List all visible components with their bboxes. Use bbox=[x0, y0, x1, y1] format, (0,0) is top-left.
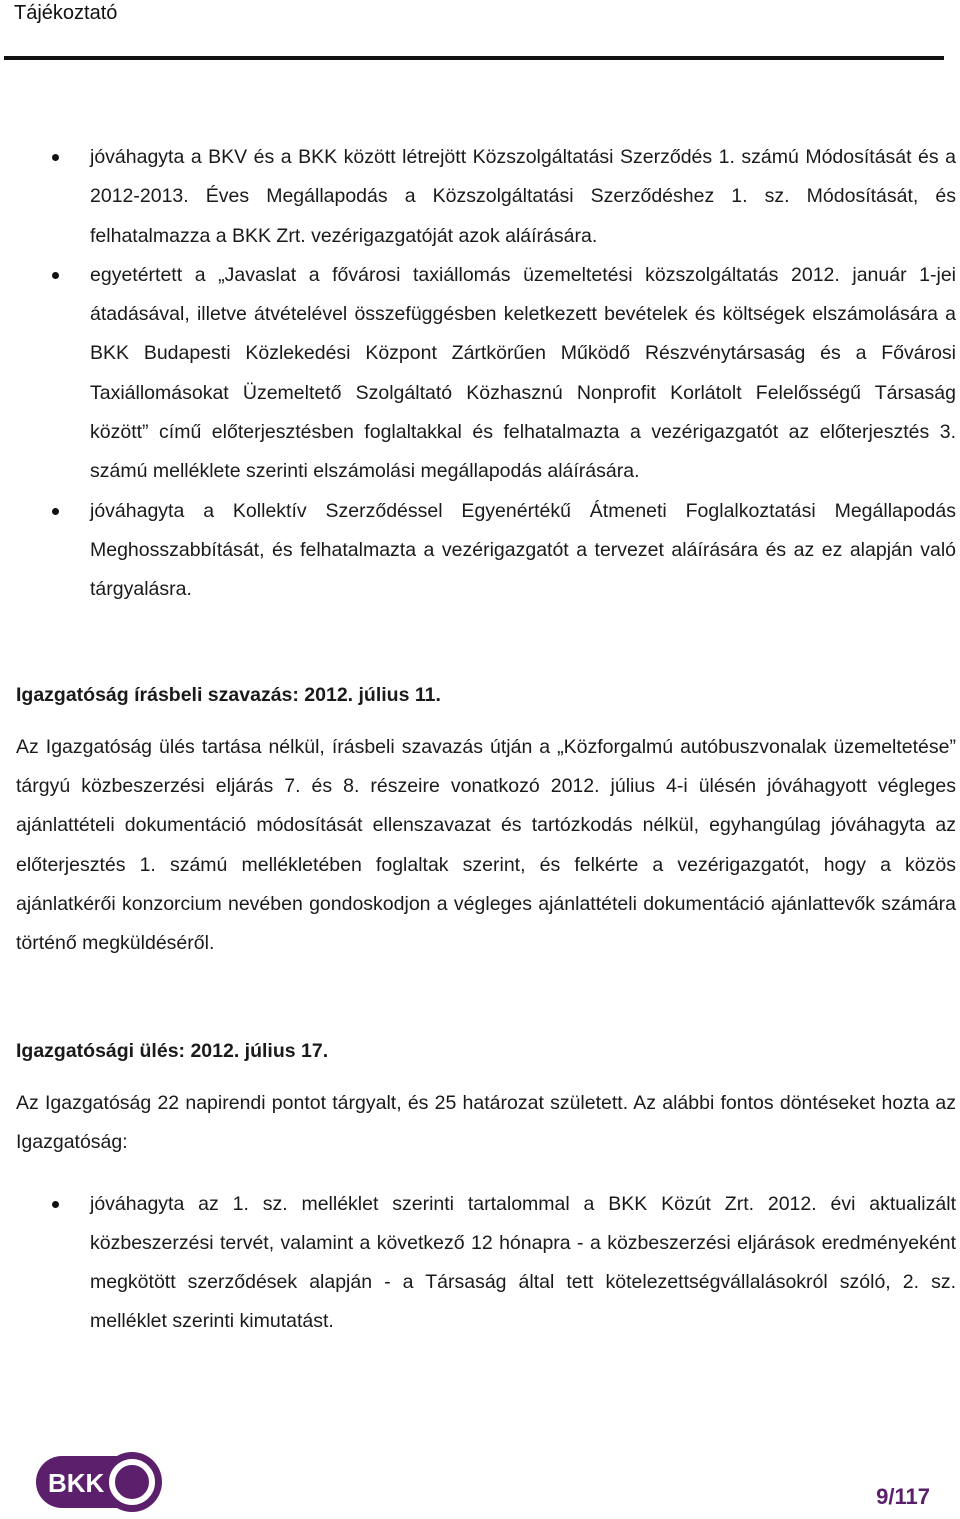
section-paragraph-board-meeting: Az Igazgatóság 22 napirendi pontot tárgyalt, és 25 határozat született. Az alábbi fontos döntéseket hozta az Igazgatóság: bbox=[16, 1091, 956, 1154]
list-item-text: jóváhagyta a Kollektív Szerződéssel Egyenértékű Átmeneti Foglalkoztatási Megállapodás Meghosszabbítását, és felhatalmazta a vezérigazgatót a tervezet aláírására és az ez alapján való tárgyalásra. bbox=[90, 499, 956, 601]
list-item-text: egyetértett a „Javaslat a fővárosi taxiállomás üzemeltetési közszolgáltatás 2012. január 1-jei átadásával, illetve átvételével összefüggésben keletkezett bevételek és költségek elszámolására a BKK Budapesti Közlekedési Központ Zártkörűen Működő Részvénytársaság és a Fővárosi Taxiállomásokat Üzemeltető Szolgáltató Közhasznú Nonprofit Korlátolt Felelősségű Társaság között” című előterjesztésben foglaltakkal és felhatalmazta a vezérigazgatót az előterjesztés 3. számú melléklete szerinti elszámolási megállapodás aláírására. bbox=[90, 263, 956, 483]
section-heading-written-vote: Igazgatóság írásbeli szavazás: 2012. július 11. bbox=[16, 683, 441, 706]
list-item bbox=[16, 138, 956, 256]
bullet-icon bbox=[52, 1201, 59, 1208]
bullet-icon bbox=[52, 272, 59, 279]
list-item bbox=[16, 256, 956, 492]
page-number: 9/117 bbox=[876, 1484, 930, 1509]
list-item-text: jóváhagyta az 1. sz. melléklet szerinti tartalommal a BKK Közút Zrt. 2012. évi aktualizált közbeszerzési tervét, valamint a következő 12 hónapra - a közbeszerzési eljárások eredményeként megkötött szerződések alapján - a Társaság által tett kötelezettségvállalásokról szóló, 2. sz. melléklet szerinti kimutatást. bbox=[90, 1192, 956, 1333]
top-bullet-list bbox=[16, 138, 956, 610]
board-meeting-bullet-list bbox=[16, 1185, 956, 1342]
bkk-logo-icon bbox=[34, 1450, 164, 1514]
bullet-icon bbox=[52, 154, 59, 161]
bkk-logo bbox=[34, 1450, 164, 1514]
document-body bbox=[16, 138, 956, 1342]
list-item bbox=[16, 492, 956, 610]
page-header-title: Tájékoztató bbox=[14, 2, 118, 24]
bullet-icon bbox=[52, 508, 59, 515]
section-paragraph-written-vote: Az Igazgatóság ülés tartása nélkül, írásbeli szavazás útján a „Közforgalmú autóbuszvonalak üzemeltetése” tárgyú közbeszerzési eljárás 7. és 8. részeire vonatkozó 2012. július 4-i ülésén jóváhagyott végleges ajánlattételi dokumentáció módosítását ellenszavazat és tartózkodás nélkül, egyhangúlag jóváhagyta az előterjesztés 1. számú mellékletében foglaltak szerint, és felkérte a vezérigazgatót, hogy a közös ajánlatkérői konzorcium nevében gondoskodjon a végleges ajánlattételi dokumentáció ajánlattevők számára történő megküldéséről. bbox=[16, 735, 956, 955]
logo-lettering: BKK bbox=[48, 1468, 105, 1498]
list-item-text: jóváhagyta a BKV és a BKK között létrejött Közszolgáltatási Szerződés 1. számú Módosítását és a 2012-2013. Éves Megállapodás a Közszolgáltatási Szerződéshez 1. sz. Módosítását, és felhatalmazza a BKK Zrt. vezérigazgatóját azok aláírására. bbox=[90, 146, 956, 247]
list-item bbox=[16, 1185, 956, 1342]
section-heading-board-meeting: Igazgatósági ülés: 2012. július 17. bbox=[16, 1039, 329, 1062]
header-divider bbox=[4, 56, 944, 60]
